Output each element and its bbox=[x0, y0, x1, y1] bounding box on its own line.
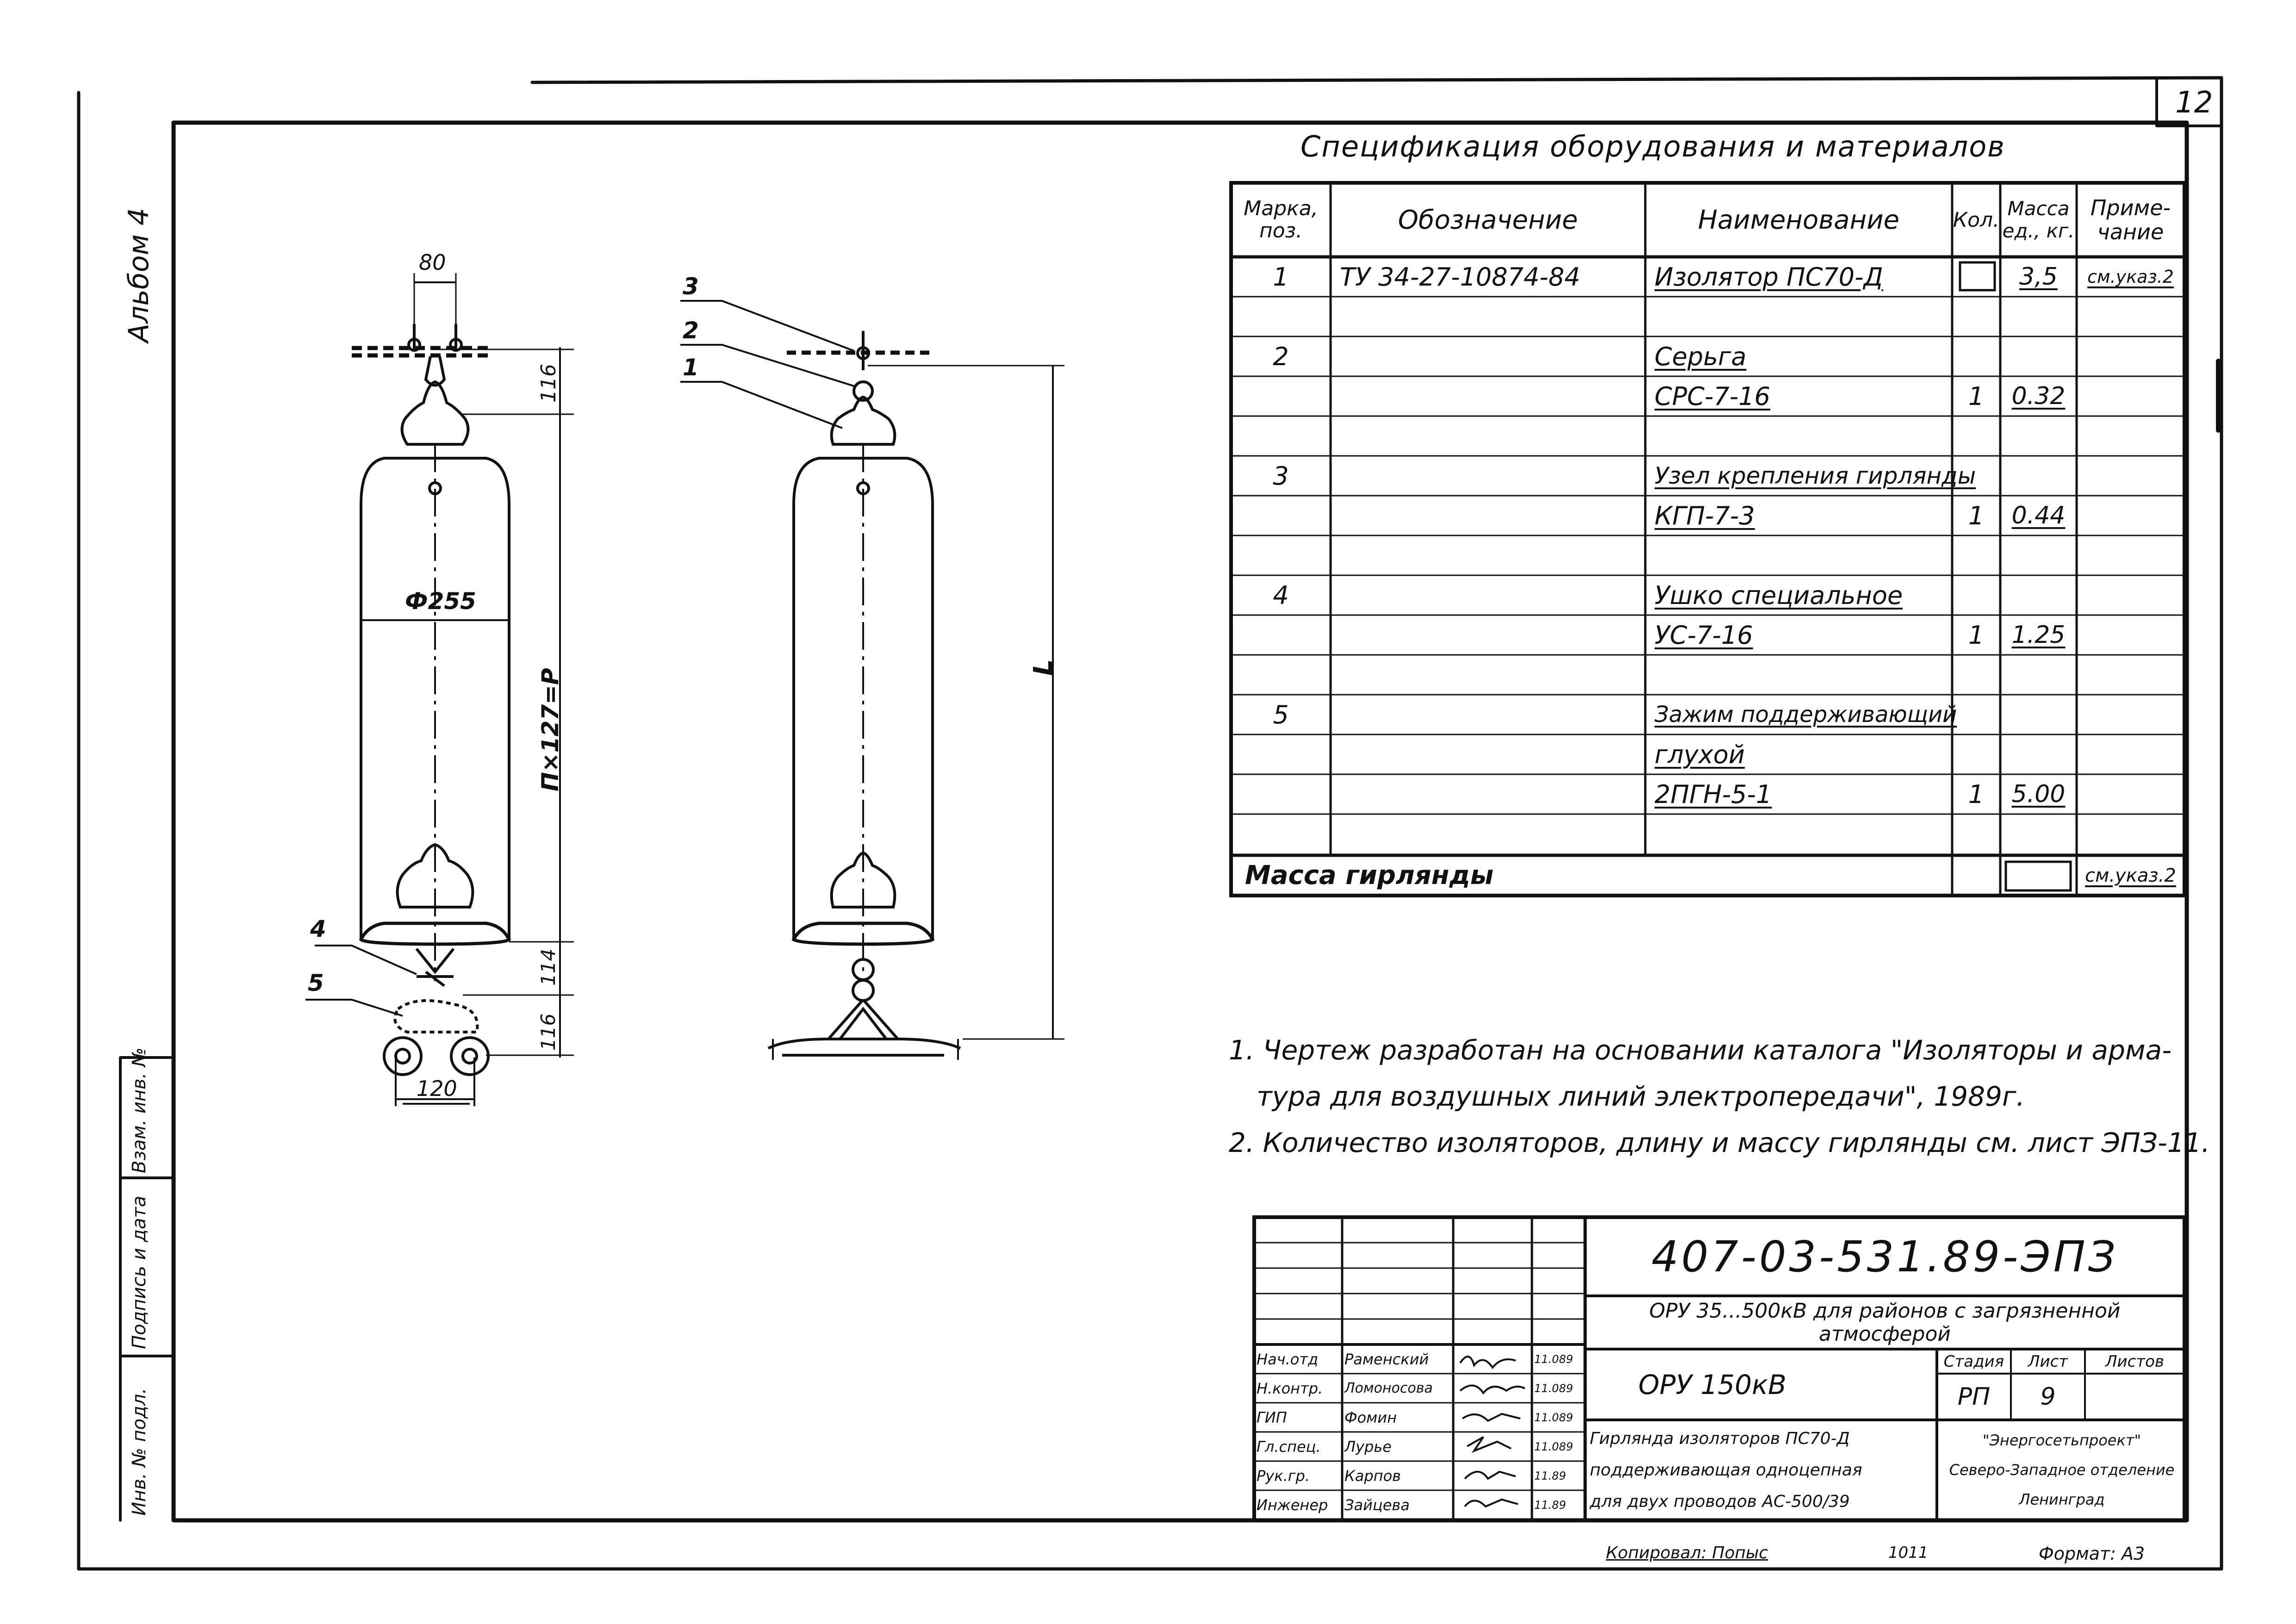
sheets-label: Листов bbox=[2105, 1352, 2164, 1371]
header-mark-line2: поз. bbox=[1259, 219, 1303, 243]
stage-value: РП bbox=[1957, 1383, 1991, 1411]
row-1-mark: 1 bbox=[1273, 262, 1289, 292]
row-6-qty: 1 bbox=[1968, 501, 1985, 530]
row-3-qty: 1 bbox=[1968, 381, 1985, 411]
row-5-name: Узел крепления гирлянды bbox=[1655, 462, 1976, 489]
sig-role-6: Инженер bbox=[1257, 1496, 1328, 1514]
margin-label-inventory: Инв. № подл. bbox=[129, 1388, 150, 1516]
sheet-label: Лист bbox=[2028, 1352, 2068, 1371]
dim-116-top: 116 bbox=[537, 364, 560, 403]
title-object: ОРУ 150кВ bbox=[1638, 1369, 1786, 1400]
dim-L: L bbox=[1028, 659, 1058, 676]
total-mass-empty-box bbox=[2006, 862, 2071, 890]
row-3-mass: 0.32 bbox=[2011, 382, 2066, 410]
row-8-name: Ушко специальное bbox=[1655, 580, 1903, 610]
description-line-3: для двух проводов АС-500/39 bbox=[1590, 1492, 1850, 1511]
note-1-line1: 1. Чертеж разработан на основании каталога "Изоляторы и арма- bbox=[1229, 1034, 2172, 1066]
row-1-note: см.указ.2 bbox=[2087, 267, 2174, 287]
sig-name-1: Раменский bbox=[1344, 1350, 1429, 1368]
sig-name-3: Фомин bbox=[1344, 1408, 1397, 1426]
dim-string-length: П×127=Р bbox=[537, 668, 564, 791]
spec-title: Спецификация оборудования и материалов bbox=[1300, 130, 2005, 163]
row-6-mass: 0.44 bbox=[2011, 502, 2066, 529]
row-9-mass: 1.25 bbox=[2011, 621, 2066, 649]
row-13-mass: 5.00 bbox=[2011, 780, 2066, 808]
organization-line-1: "Энергосетьпроект" bbox=[1982, 1431, 2141, 1449]
organization-line-3: Ленинград bbox=[2019, 1491, 2105, 1508]
total-mass-label: Масса гирлянды bbox=[1245, 860, 1494, 890]
header-mass-line1: Масса bbox=[2007, 197, 2070, 220]
conductor-right bbox=[451, 1038, 488, 1075]
sheet-number: 12 bbox=[2175, 86, 2213, 120]
row-2-mark: 2 bbox=[1273, 342, 1289, 371]
conductor-left bbox=[384, 1038, 421, 1075]
row-3-name: СРС-7-16 bbox=[1655, 381, 1771, 411]
header-mark-line1: Марка, bbox=[1244, 197, 1318, 220]
row-13-qty: 1 bbox=[1968, 779, 1985, 809]
sig-date-4: 11.089 bbox=[1534, 1440, 1573, 1453]
dim-diameter: Ф255 bbox=[405, 588, 476, 615]
header-mass-line2: ед., кг. bbox=[2002, 219, 2075, 242]
sig-role-4: Гл.спец. bbox=[1257, 1437, 1321, 1456]
sig-date-5: 11.89 bbox=[1534, 1469, 1566, 1482]
margin-label-signature: Подпись и дата bbox=[129, 1195, 150, 1349]
row-11-name: Зажим поддерживающий bbox=[1655, 702, 1957, 728]
stamp-partial: 1011 bbox=[1888, 1543, 1929, 1562]
sig-date-1: 11.089 bbox=[1534, 1352, 1573, 1366]
margin-label-replacement: Взам. инв. № bbox=[129, 1047, 150, 1173]
handwritten-signatures bbox=[1456, 1344, 1530, 1520]
top-insulator-cap bbox=[402, 382, 468, 444]
row-5-mark: 3 bbox=[1273, 461, 1289, 491]
sig-name-6: Зайцева bbox=[1344, 1496, 1410, 1514]
qty-empty-box bbox=[1960, 262, 1995, 290]
dim-120: 120 bbox=[417, 1076, 457, 1101]
callout-1: 1 bbox=[683, 354, 699, 381]
note-1-line2: тура для воздушных линий электропередачи", 1989г. bbox=[1257, 1081, 2025, 1112]
copied-by: Копировал: Попыс bbox=[1606, 1543, 1768, 1562]
total-mass-note: см.указ.2 bbox=[2085, 865, 2176, 886]
header-mark bbox=[1231, 183, 1331, 257]
note-2: 2. Количество изоляторов, длину и массу гирлянды см. лист ЭПЗ-11. bbox=[1229, 1127, 2210, 1158]
callout-4: 4 bbox=[310, 915, 326, 942]
format-label: Формат: А3 bbox=[2039, 1543, 2145, 1564]
sig-role-2: Н.контр. bbox=[1257, 1379, 1323, 1397]
dim-80: 80 bbox=[419, 250, 446, 275]
row-11-mark: 5 bbox=[1273, 700, 1289, 729]
row-12-name: глухой bbox=[1655, 740, 1745, 769]
callout-2: 2 bbox=[683, 317, 699, 344]
header-note-line2: чание bbox=[2097, 219, 2164, 244]
sig-name-4: Лурье bbox=[1344, 1437, 1392, 1456]
insulator-string-front-view bbox=[305, 273, 574, 1106]
stage-label: Стадия bbox=[1943, 1352, 2004, 1371]
insulator-string-side-view bbox=[680, 301, 1064, 1060]
description-line-2: поддерживающая одноцепная bbox=[1590, 1461, 1862, 1480]
row-8-mark: 4 bbox=[1273, 580, 1289, 610]
row-1-name: Изолятор ПС70-Д bbox=[1655, 262, 1883, 292]
description bbox=[1590, 1423, 1862, 1518]
suspension-clamp bbox=[395, 1001, 477, 1032]
sig-date-6: 11.89 bbox=[1534, 1498, 1566, 1512]
sig-name-2: Ломоносова bbox=[1344, 1380, 1433, 1396]
sheets-value bbox=[2085, 1374, 2184, 1420]
callout-3: 3 bbox=[683, 273, 699, 300]
sig-role-5: Рук.гр. bbox=[1257, 1467, 1310, 1485]
header-note bbox=[2077, 183, 2184, 257]
row-13-name: 2ПГН-5-1 bbox=[1655, 779, 1772, 809]
album-label: Альбом 4 bbox=[123, 208, 155, 342]
header-note-line1: Приме- bbox=[2090, 195, 2171, 220]
dim-114: 114 bbox=[537, 948, 560, 986]
row-9-qty: 1 bbox=[1968, 620, 1985, 650]
row-9-name: УС-7-16 bbox=[1655, 620, 1753, 650]
header-qty: Кол. bbox=[1953, 208, 2000, 232]
dim-116-bottom: 116 bbox=[537, 1013, 560, 1051]
sheet-value: 9 bbox=[2040, 1383, 2056, 1411]
sig-date-3: 11.089 bbox=[1534, 1411, 1573, 1424]
sig-name-5: Карпов bbox=[1344, 1467, 1401, 1485]
row-1-mass: 3,5 bbox=[2019, 263, 2058, 291]
header-mass bbox=[2000, 183, 2077, 257]
organization-line-2: Северо-Западное отделение bbox=[1949, 1461, 2175, 1479]
row-2-name: Серьга bbox=[1655, 342, 1747, 371]
sig-role-3: ГИП bbox=[1257, 1408, 1287, 1426]
header-designation: Обозначение bbox=[1398, 205, 1578, 235]
title-code: 407-03-531.89-ЭПЗ bbox=[1651, 1232, 2118, 1282]
organization bbox=[1939, 1425, 2184, 1514]
row-6-name: КГП-7-3 bbox=[1655, 501, 1755, 530]
title-project: ОРУ 35...500кВ для районов с загрязненной атмосферой bbox=[1649, 1299, 2121, 1346]
sig-date-2: 11.089 bbox=[1534, 1381, 1573, 1395]
sig-role-1: Нач.отд bbox=[1257, 1350, 1319, 1368]
header-name: Наименование bbox=[1698, 205, 1900, 235]
callout-5: 5 bbox=[308, 970, 324, 996]
row-1-designation: ТУ 34-27-10874-84 bbox=[1340, 262, 1580, 292]
description-line-1: Гирлянда изоляторов ПС70-Д bbox=[1590, 1429, 1850, 1448]
